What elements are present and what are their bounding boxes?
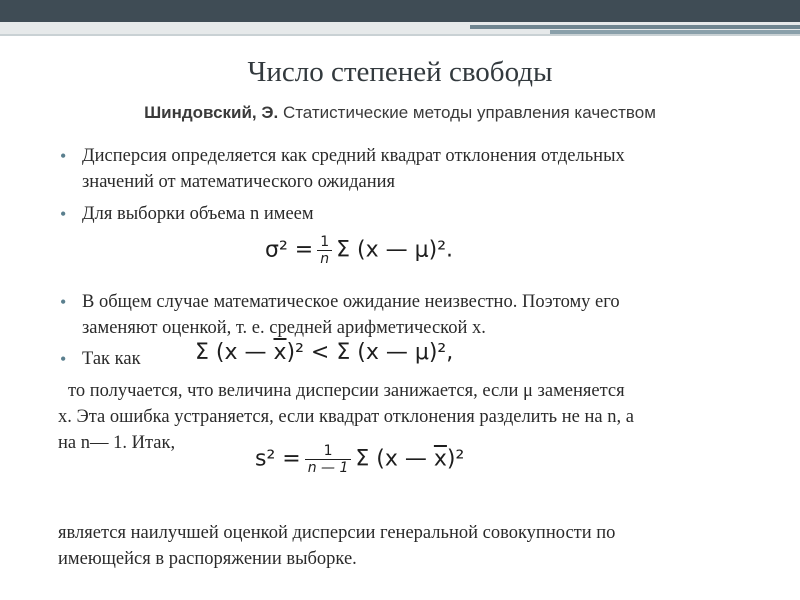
bullet-text: заменяют оценкой, т. е. средней арифметической x. bbox=[82, 318, 486, 338]
bullet-icon: • bbox=[60, 292, 67, 312]
bullet-text: Для выборки объема n имеем bbox=[82, 204, 314, 224]
formula-inequality bbox=[195, 340, 453, 365]
formula-part: )² bbox=[446, 446, 465, 472]
conclusion-line: имеющейся в распоряжении выборке. bbox=[58, 549, 357, 569]
subtitle-author: Шиндовский, Э. bbox=[144, 103, 279, 122]
conclusion-line: является наилучшей оценкой дисперсии генеральной совокупности по bbox=[58, 523, 616, 543]
fraction bbox=[305, 443, 352, 476]
formula-variance bbox=[265, 234, 453, 267]
band-stripe bbox=[0, 34, 800, 36]
slide-subtitle bbox=[0, 103, 800, 123]
formula-part: )² < Σ (x — μ)², bbox=[286, 340, 454, 365]
bullet-icon: • bbox=[60, 204, 67, 224]
paragraph-line: то получается, что величина дисперсии занижается, если μ заменяется bbox=[68, 381, 625, 401]
formula-part: σ² = bbox=[265, 237, 314, 263]
decorative-band bbox=[0, 22, 800, 36]
formula-sample-variance bbox=[255, 443, 464, 476]
fraction-numerator: 1 bbox=[323, 443, 333, 459]
bullet-item bbox=[60, 201, 792, 227]
bullet-text: значений от математического ожидания bbox=[82, 172, 396, 192]
formula-part: s² = bbox=[255, 446, 301, 472]
bullet-item bbox=[60, 143, 792, 195]
fraction-denominator: n bbox=[317, 250, 332, 267]
bullet-text: В общем случае математическое ожидание неизвестно. Поэтому его bbox=[82, 292, 620, 312]
fraction bbox=[317, 234, 332, 267]
formula-part: Σ (x — μ)². bbox=[336, 237, 453, 263]
bullet-text: Дисперсия определяется как средний квадрат отклонения отдельных bbox=[82, 146, 625, 166]
formula-part: Σ (x — bbox=[355, 446, 434, 472]
bullet-icon: • bbox=[60, 146, 67, 166]
fraction-numerator: 1 bbox=[320, 234, 330, 250]
top-bar bbox=[0, 0, 800, 22]
bullet-item bbox=[60, 289, 792, 341]
subtitle-book: Статистические методы управления качеством bbox=[282, 103, 656, 122]
bullet-icon: • bbox=[60, 349, 67, 369]
formula-part: Σ (x — bbox=[195, 340, 274, 365]
formula-xbar: $\overline{x}$ bbox=[433, 446, 447, 472]
slide-title: Число степеней свободы bbox=[247, 56, 553, 88]
bullet-text: Так как bbox=[82, 349, 141, 369]
fraction-denominator: n — 1 bbox=[305, 459, 352, 476]
paragraph-line: x. Эта ошибка устраняется, если квадрат отклонения разделить не на n, а bbox=[58, 407, 634, 427]
formula-xbar: $\overline{x}$ bbox=[273, 340, 287, 365]
band-stripe bbox=[470, 25, 800, 29]
paragraph-line: на n— 1. Итак, bbox=[58, 433, 176, 453]
conclusion bbox=[58, 520, 778, 572]
